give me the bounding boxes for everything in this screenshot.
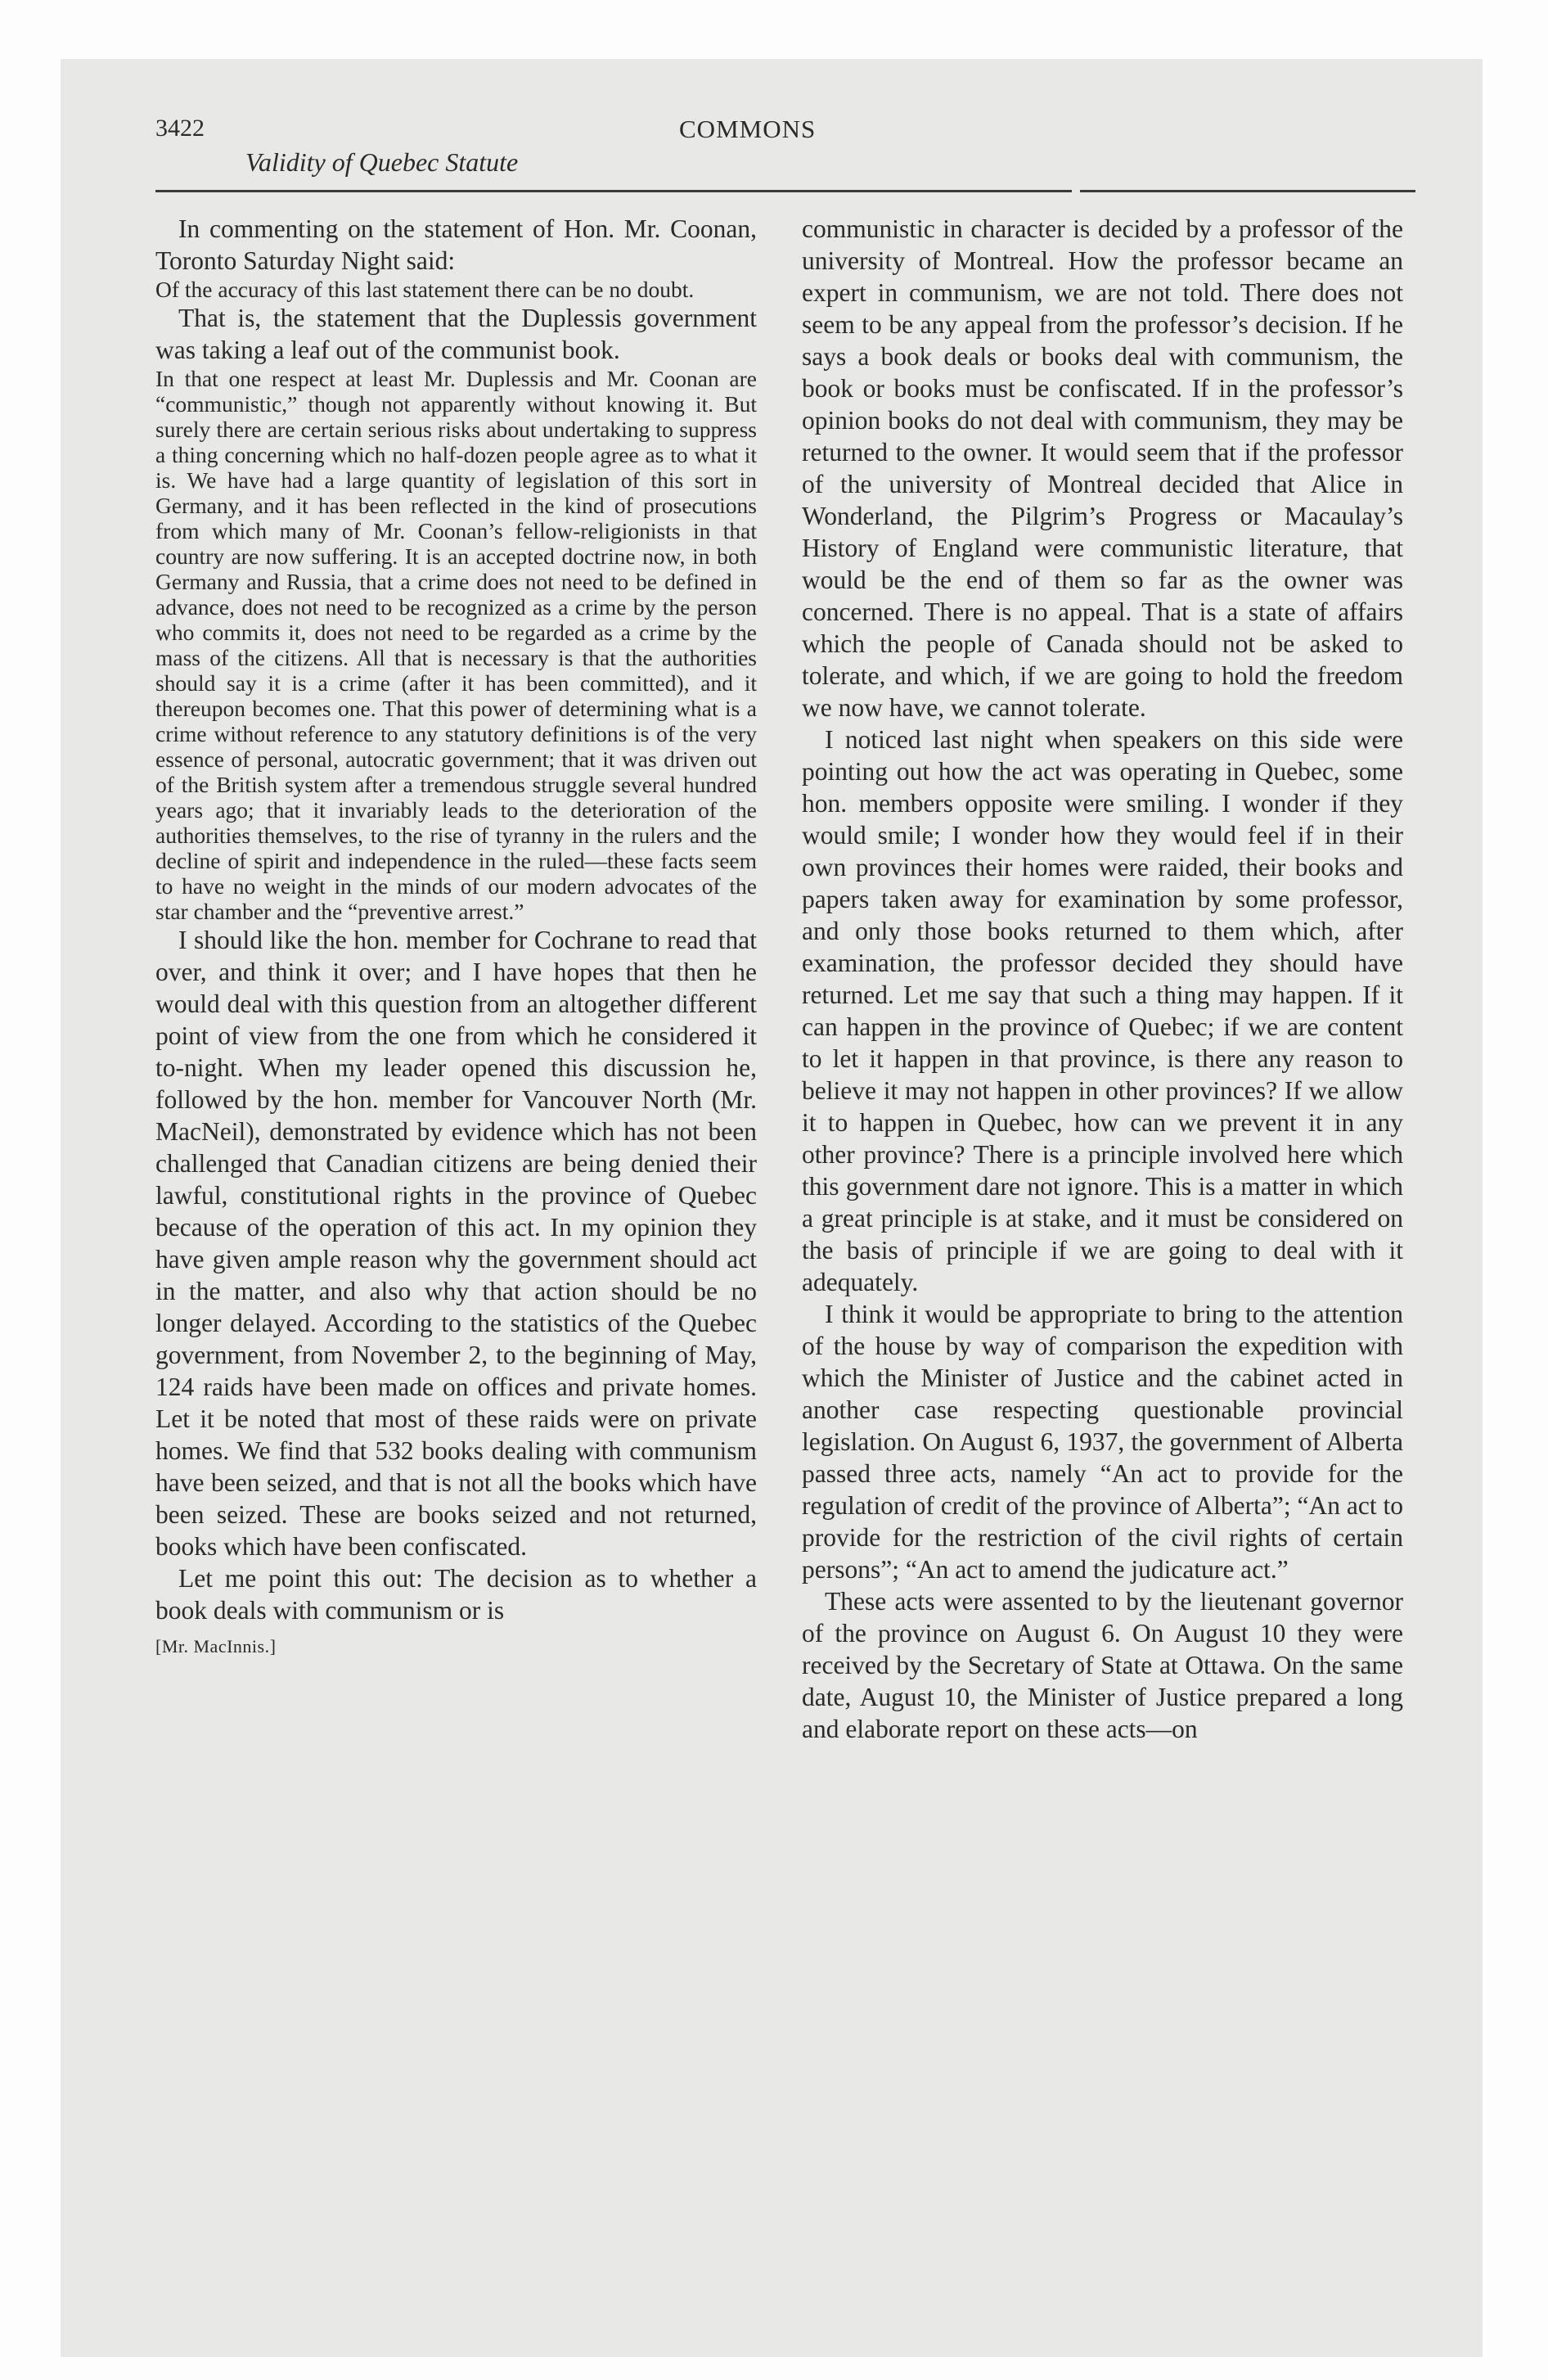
page-number: 3422 [155, 115, 205, 142]
block-quote: In that one respect at least Mr. Duplessis and Mr. Coonan are “communistic,” though not apparently without knowing it. But surely there are certain serious risks about undertaking to suppress a thing concerning which no half-dozen people agree as to what it is. We have had a large quantity of legislation of this sort in Germany, and it has been reflected in the kind of prosecutions from which many of Mr. Coonan’s fellow-religionists in that country are now suffering. It is an accepted doctrine now, in both Germany and Russia, that a crime does not need to be defined in advance, does not need to be recognized as a crime by the person who commits it, does not need to be regarded as a crime by the mass of the citizens. All that is necessary is that the authorities should say it is a crime (after it has been committed), and it thereupon becomes one. That this power of determining what is a crime without reference to any statutory definitions is of the very essence of personal, autocratic government; that it was driven out of the British system after a tremendous struggle several hundred years ago; that it invariably leads to the deterioration of the authorities themselves, to the rise of tyranny in the rulers and the decline of spirit and independence in the ruled—these facts seem to have no weight in the minds of our modern advocates of the star chamber and the “preventive arrest.” [155, 366, 757, 924]
paragraph: I noticed last night when speakers on this side were pointing out how the act was operating in Quebec, some hon. members opposite were smiling. I wonder if they would smile; I wonder how they would feel if in their own provinces their homes were raided, their books and papers taken away for examination by some professor, and only those books returned to them which, after examination, the professor decided they should have returned. Let me say that such a thing may happen. If it can happen in the province of Quebec; if we are content to let it happen in that province, is there any reason to believe it may not happen in other provinces? If we allow it to happen in Quebec, how can we prevent it in any other province? There is a principle involved here which this government dare not ignore. This is a matter in which a great principle is at stake, and it must be considered on the basis of principle if we are going to deal with it adequately. [802, 725, 1403, 1296]
speaker-attribution: [Mr. MacInnis.] [155, 1636, 277, 1657]
paragraph: These acts were assented to by the lieutenant governor of the province on August 6. On August 10 they were received by the Secretary of State at Ottawa. On the same date, August 10, the Minister of Justice prepared a long and elaborate report on these acts—on [802, 1587, 1403, 1743]
paragraph: I should like the hon. member for Cochrane to read that over, and think it over; and I have hopes that then he would deal with this question from an altogether different point of view from the one from which he considered it to-night. When my leader opened this discussion he, followed by the hon. member for Vancouver North (Mr. MacNeil), demonstrated by evidence which has not been challenged that Canadian citizens are being denied their lawful, constitutional rights in the province of Quebec because of the operation of this act. In my opinion they have given ample reason why the government should act in the matter, and also why that action should be no longer delayed. According to the statistics of the Quebec government, from November 2, to the beginning of May, 124 raids have been made on offices and private homes. Let it be noted that most of these raids were on private homes. We find that 532 books dealing with communism have been seized, and that is not all the books which have been seized. These are books seized and not returned, books which have been confiscated. [155, 926, 757, 1561]
header-rule-right [1080, 190, 1415, 192]
right-column [802, 213, 1403, 1745]
running-title: COMMONS [679, 115, 817, 143]
paragraph: In commenting on the statement of Hon. Mr. Coonan, Toronto Saturday Night said: [155, 214, 757, 275]
paragraph: Let me point this out: The decision as to whether a book deals with communism or is [155, 1564, 757, 1625]
paragraph: communistic in character is decided by a professor of the university of Montreal. How the professor became an expert in communism, we are not told. There does not seem to be any appeal from the professor’s decision. If he says a book deals or books deal with communism, the book or books must be confiscated. If in the professor’s opinion books do not deal with communism, they may be returned to the owner. It would seem that if the professor of the university of Montreal decided that Alice in Wonderland, the Pilgrim’s Progress or Macaulay’s History of England were communistic literature, that would be the end of them so far as the owner was concerned. There is no appeal. That is a state of affairs which the people of Canada should not be asked to tolerate, and which, if we are going to hold the freedom we now have, we cannot tolerate. [802, 214, 1403, 722]
subject-heading: Validity of Quebec Statute [245, 147, 519, 177]
header-rule-left [155, 190, 1072, 192]
paragraph: That is, the statement that the Duplessis government was taking a leaf out of the communist book. [155, 304, 757, 364]
left-column [155, 213, 757, 1657]
page-header [155, 106, 1415, 196]
paragraph: I think it would be appropriate to bring to the attention of the house by way of comparison the expedition with which the Minister of Justice and the cabinet acted in another case respecting questionable provincial legislation. On August 6, 1937, the government of Alberta passed three acts, namely “An act to provide for the regulation of credit of the province of Alberta”; “An act to provide for the restriction of the civil rights of certain persons”; “An act to amend the judicature act.” [802, 1300, 1403, 1584]
hansard-page [155, 106, 1415, 2316]
block-quote: Of the accuracy of this last statement there can be no doubt. [155, 277, 695, 302]
